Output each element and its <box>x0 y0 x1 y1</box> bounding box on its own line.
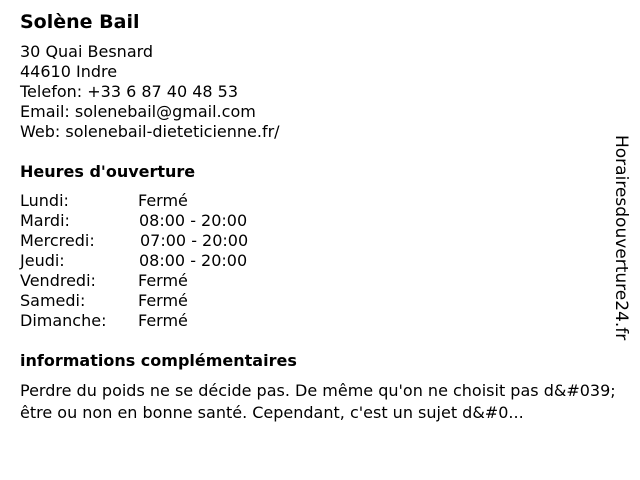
additional-info-text: Perdre du poids ne se décide pas. De même qu'on ne choisit pas d&#039;être ou non en bonne santé. Cependant, c'est un sujet d&#0... <box>20 381 616 422</box>
day-label: Lundi: <box>20 191 69 210</box>
day-label: Jeudi: <box>20 251 65 270</box>
opening-hours-title: Heures d'ouverture <box>20 162 196 181</box>
address-city: 44610 Indre <box>20 62 118 81</box>
day-hours: Fermé <box>138 271 188 290</box>
hours-row-sunday <box>20 311 620 331</box>
day-label: Dimanche: <box>20 311 107 330</box>
hours-row-wednesday <box>20 231 620 251</box>
contact-block <box>20 42 620 142</box>
day-hours: 08:00 - 20:00 <box>139 251 248 270</box>
hours-row-thursday <box>20 251 620 271</box>
hours-row-saturday <box>20 291 620 311</box>
day-label: Vendredi: <box>20 271 96 290</box>
business-listing <box>20 8 620 424</box>
website-line[interactable]: Web: solenebail-dieteticienne.fr/ <box>20 122 280 141</box>
business-name: Solène Bail <box>20 11 140 33</box>
hours-row-monday <box>20 191 620 211</box>
site-watermark: Horairesdouverture24.fr <box>611 135 631 341</box>
phone-line[interactable]: Telefon: +33 6 87 40 48 53 <box>20 82 239 101</box>
email-line[interactable]: Email: solenebail@gmail.com <box>20 102 256 121</box>
address-street: 30 Quai Besnard <box>20 42 154 61</box>
hours-row-friday <box>20 271 620 291</box>
day-hours: Fermé <box>138 191 188 210</box>
opening-hours-table <box>20 191 620 331</box>
day-label: Samedi: <box>20 291 86 310</box>
day-hours: 07:00 - 20:00 <box>140 231 249 250</box>
day-label: Mercredi: <box>20 231 95 250</box>
additional-info-title: informations complémentaires <box>20 351 297 370</box>
day-label: Mardi: <box>20 211 70 230</box>
day-hours: 08:00 - 20:00 <box>139 211 248 230</box>
day-hours: Fermé <box>138 291 188 310</box>
hours-row-tuesday <box>20 211 620 231</box>
day-hours: Fermé <box>138 311 188 330</box>
